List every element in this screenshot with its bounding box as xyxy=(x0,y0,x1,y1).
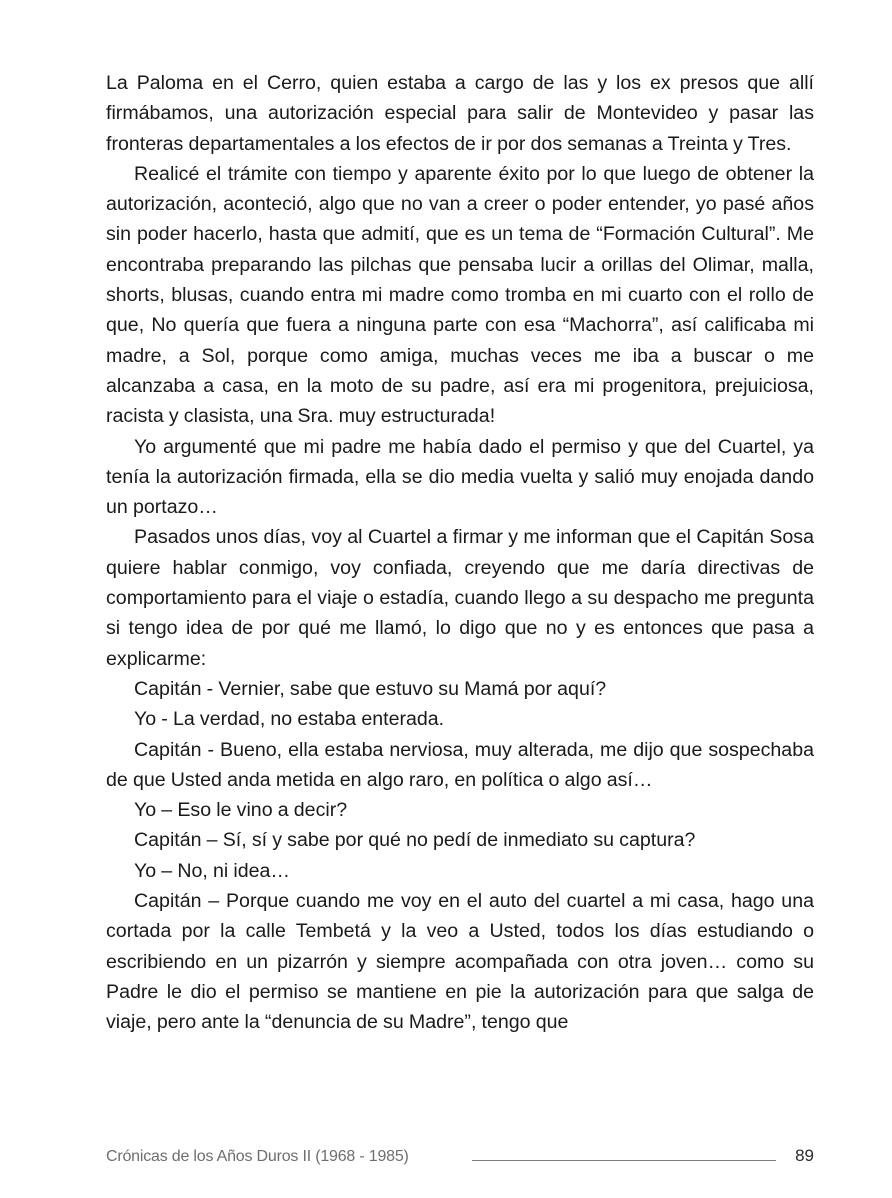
page-footer xyxy=(106,1146,814,1172)
dialogue-line: Yo - La verdad, no estaba enterada. xyxy=(134,708,445,731)
paragraph: Realicé el trámite con tiempo y aparente éxito por lo que luego de obtener la autorización, aconteció, algo que no van a creer o poder entender, yo pasé años sin poder hacerlo, hasta que admití, que es un tema de “Formación Cultural”. Me encontraba preparando las pilchas que pensaba lucir a orillas del Olimar, malla, shorts, blusas, cuando entra mi madre como tromba en mi cuarto con el rollo de que, No quería que fuera a ninguna parte con esa “Machorra”, así calificaba mi madre, a Sol, porque como amiga, muchas veces me iba a buscar o me alcanzaba a casa, en la moto de su padre, así era mi progenitora, prejuiciosa, racista y clasista, una Sra. muy estructurada! xyxy=(106,162,814,428)
dialogue-line: Yo – No, ni idea… xyxy=(134,859,291,882)
dialogue-line: Capitán – Sí, sí y sabe por qué no pedí de inmediato su captura? xyxy=(134,829,696,852)
dialogue-line: Capitán – Porque cuando me voy en el auto del cuartel a mi casa, hago una cortada por la calle Tembetá y la veo a Usted, todos los días estudiando o escribiendo en un pizarrón y siempre acompañada con otra joven… como su Padre le dio el permiso se mantiene en pie la autorización para que salga de viaje, pero ante la “denuncia de su Madre”, tengo que xyxy=(106,890,814,1034)
paragraph: La Paloma en el Cerro, quien estaba a cargo de las y los ex presos que allí firmábamos, una autorización especial para salir de Montevideo y pasar las fronteras departamentales a los efectos de ir por dos semanas a Treinta y Tres. xyxy=(106,72,814,155)
body-text xyxy=(106,68,814,1038)
paragraph: Pasados unos días, voy al Cuartel a firmar y me informan que el Capitán Sosa quiere hablar conmigo, voy confiada, creyendo que me daría directivas de comportamiento para el viaje o estadía, cuando llego a su despacho me pregunta si tengo idea de por qué me llamó, lo digo que no y es entonces que pasa a explicarme: xyxy=(106,526,814,670)
footer-divider xyxy=(472,1160,776,1161)
running-footer-title: Crónicas de los Años Duros II (1968 - 1985) xyxy=(106,1148,409,1165)
dialogue-line: Capitán - Vernier, sabe que estuvo su Mamá por aquí? xyxy=(134,677,607,700)
dialogue-line: Capitán - Bueno, ella estaba nerviosa, muy alterada, me dijo que sospechaba de que Usted anda metida en algo raro, en política o algo así… xyxy=(106,738,814,791)
paragraph: Yo argumenté que mi padre me había dado el permiso y que del Cuartel, ya tenía la autorización firmada, ella se dio media vuelta y salió muy enojada dando un portazo… xyxy=(106,435,814,519)
dialogue-line: Yo – Eso le vino a decir? xyxy=(134,799,348,822)
page-number: 89 xyxy=(795,1146,814,1165)
